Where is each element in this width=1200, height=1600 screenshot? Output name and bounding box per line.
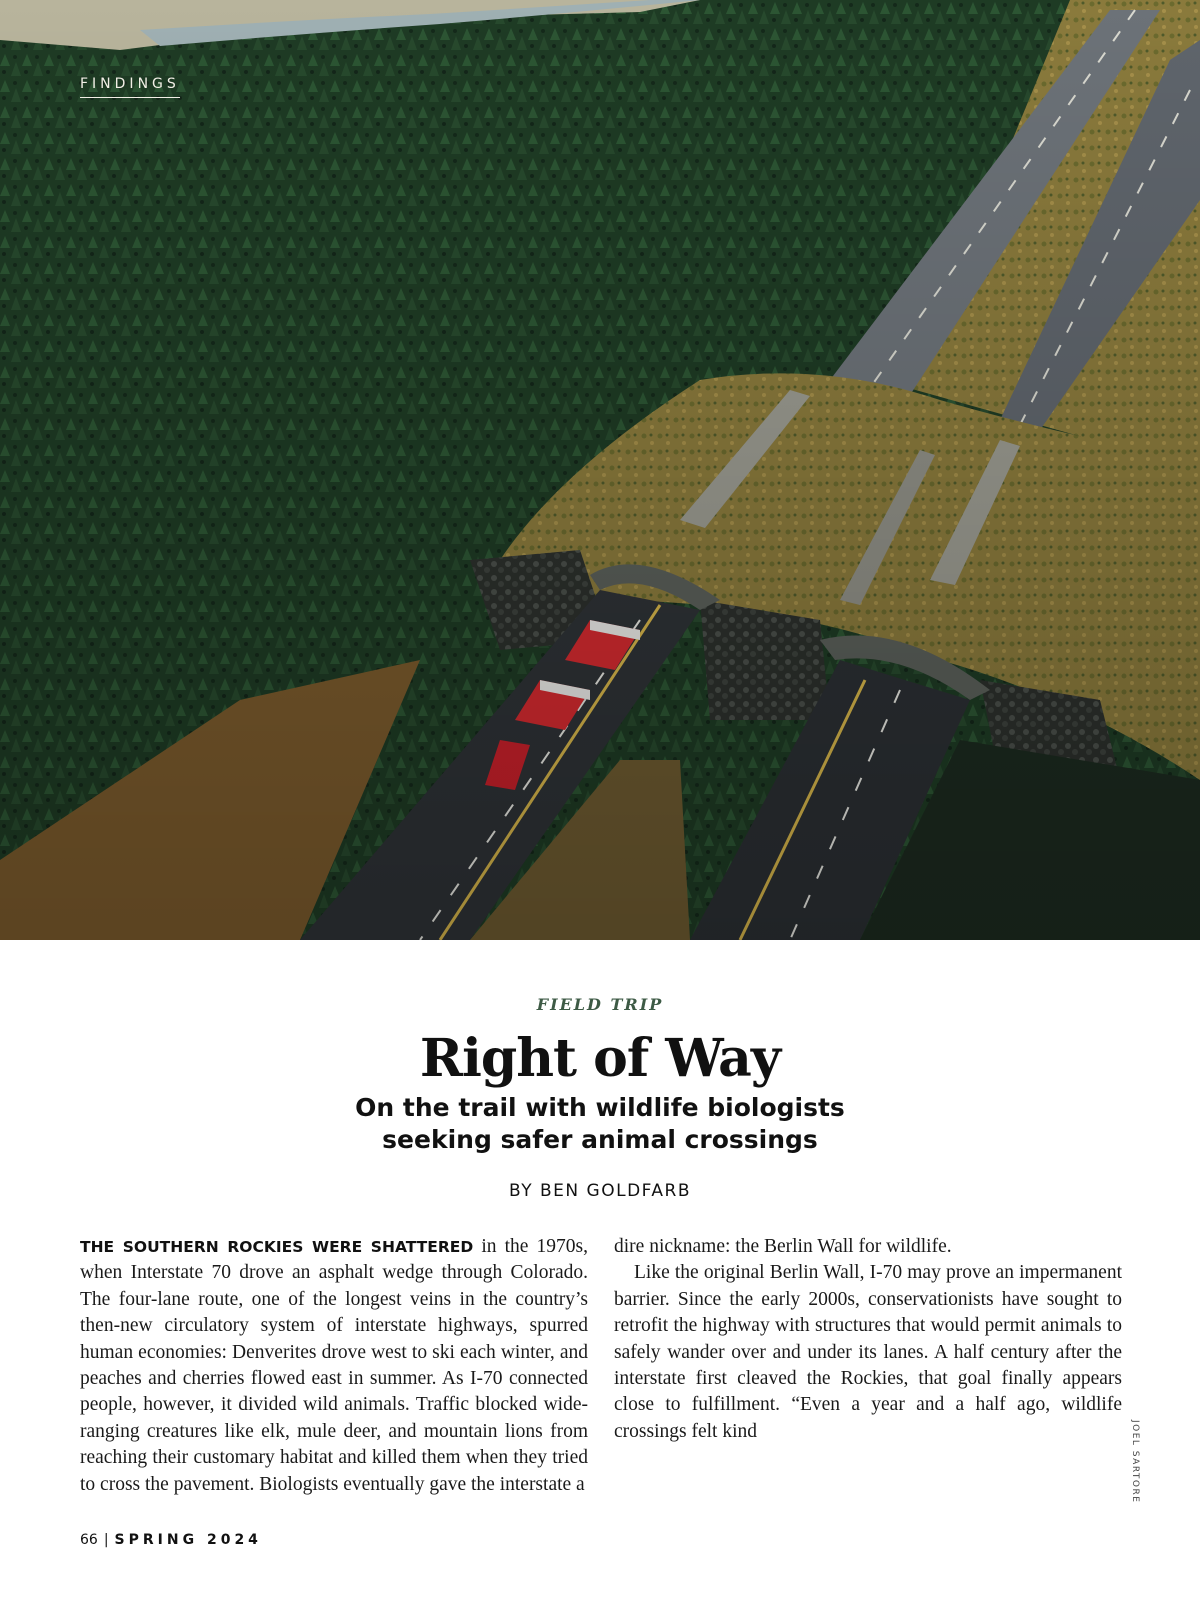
body-paragraph-1 xyxy=(80,1234,588,1498)
dek-line-2: seeking safer animal crossings xyxy=(382,1125,818,1154)
headline: Right of Way xyxy=(419,1028,781,1089)
section-label: FINDINGS xyxy=(80,76,180,98)
folio xyxy=(80,1532,262,1548)
body-column-right xyxy=(614,1234,1122,1500)
issue-label: SPRING 2024 xyxy=(114,1532,262,1548)
dek-line-1: On the trail with wildlife biologists xyxy=(355,1093,845,1122)
lead-in: THE SOUTHERN ROCKIES WERE SHATTERED xyxy=(80,1238,474,1256)
folio-separator: | xyxy=(103,1532,109,1548)
byline: BY BEN GOLDFARB xyxy=(509,1181,691,1201)
dek xyxy=(250,1092,950,1156)
body-paragraph-1-continued: dire nickname: the Berlin Wall for wildlife. xyxy=(614,1236,952,1257)
kicker: FIELD TRIP xyxy=(536,995,664,1014)
paragraph-1-text: in the 1970s, when Interstate 70 drove an asphalt wedge through Colorado. The four-lane route, one of the longest veins in the country’s then-new circulatory system of interstate highways, spurred human economies: Denverites drove west to ski each winter, and peaches and cherries flowed east in summer. As I-70 connected people, however, it divided wild animals. Traffic blocked wide-ranging creatures like elk, mule deer, and mountain lions from reaching their customary habitat and killed them when they tried to cross the pavement. Biologists eventually gave the interstate a xyxy=(80,1236,588,1495)
body-paragraph-2: Like the original Berlin Wall, I-70 may prove an impermanent barrier. Since the early 2000s, conservationists have sought to retrofit the highway with structures that would permit animals to safely wander over and under its lanes. A half century after the interstate first cleaved the Rockies, that goal finally appears close to fulfillment. “Even a year and a half ago, wildlife crossings felt kind xyxy=(614,1262,1122,1442)
body-column-left xyxy=(80,1234,588,1498)
page-number: 66 xyxy=(80,1532,98,1548)
photo-credit: JOEL SARTORE xyxy=(1130,1420,1140,1504)
